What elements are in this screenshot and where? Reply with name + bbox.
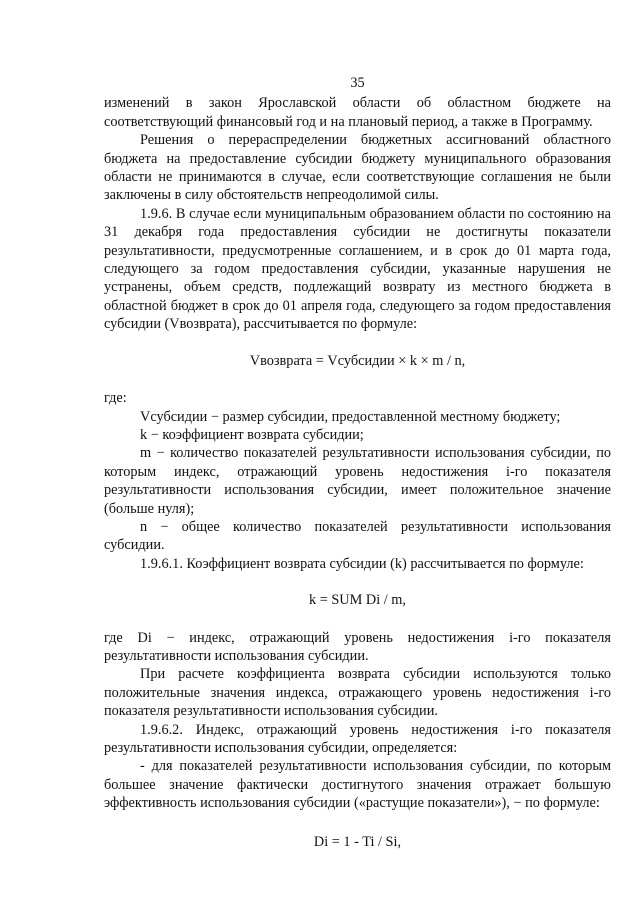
document-page	[104, 74, 611, 870]
definition-m: m − количество показателей результативности использования субсидии, по которым индекс, отражающий уровень недостижения i-го показателя результативности использования субсидии, имеет положительное значение (больше нуля);	[104, 445, 611, 517]
paragraph-growing-indicators: - для показателей результативности использования субсидии, по которым большее значение фактически достигнутого значения отражает большую эффективность использования субсидии («растущие показатели»), − по формуле:	[104, 758, 611, 812]
definition-n: n − общее количество показателей результативности использования субсидии.	[104, 518, 611, 554]
paragraph-positive-values: При расчете коэффициента возврата субсидии используются только положительные значения индекса, отражающего уровень недостижения i-го показателя результативности использования субсидии.	[104, 666, 611, 720]
paragraph-redistribution-decisions: Решения о перераспределении бюджетных ассигнований областного бюджета на предоставление субсидии бюджету муниципального образования области не принимаются в случае, если соответствующие соглашения не были заключены в силу обстоятельств непреодолимой силы.	[104, 132, 611, 204]
definition-v-subsidy: Vсубсидии − размер субсидии, предоставленной местному бюджету;	[140, 408, 561, 425]
formula-index-di: Di = 1 - Ti / Si,	[313, 833, 402, 850]
formula-refund-volume: Vвозврата = Vсубсидии × k × m / n,	[249, 352, 466, 369]
definition-k: k − коэффициент возврата субсидии;	[140, 426, 364, 443]
paragraph-section-1-9-6: 1.9.6. В случае если муниципальным образованием области по состоянию на 31 декабря года предоставления субсидии не достигнуты показатели результативности, предусмотренные соглашением, и в срок до 01 марта года, следующего за годом предоставления субсидии, указанные нарушения не устранены, объем средств, подлежащий возврату из местного бюджета в областной бюджет в срок до 01 апреля года, следующего за годом предоставления субсидии (Vвозврата), рассчитывается по формуле:	[104, 205, 611, 333]
formula-refund-coefficient: k = SUM Di / m,	[308, 592, 407, 609]
where-label: где:	[104, 390, 127, 407]
paragraph-section-1-9-6-1: 1.9.6.1. Коэффициент возврата субсидии (k) рассчитывается по формуле:	[140, 555, 584, 572]
paragraph-program-amendments: изменений в закон Ярославской области об областном бюджете на соответствующий финансовый год и на плановый период, а также в Программу.	[104, 95, 611, 130]
definition-di: где Di − индекс, отражающий уровень недостижения i-го показателя результативности использования субсидии.	[104, 629, 611, 664]
paragraph-section-1-9-6-2: 1.9.6.2. Индекс, отражающий уровень недостижения i-го показателя результативности использования субсидии, определяется:	[104, 721, 611, 756]
page-number: 35	[350, 75, 365, 91]
